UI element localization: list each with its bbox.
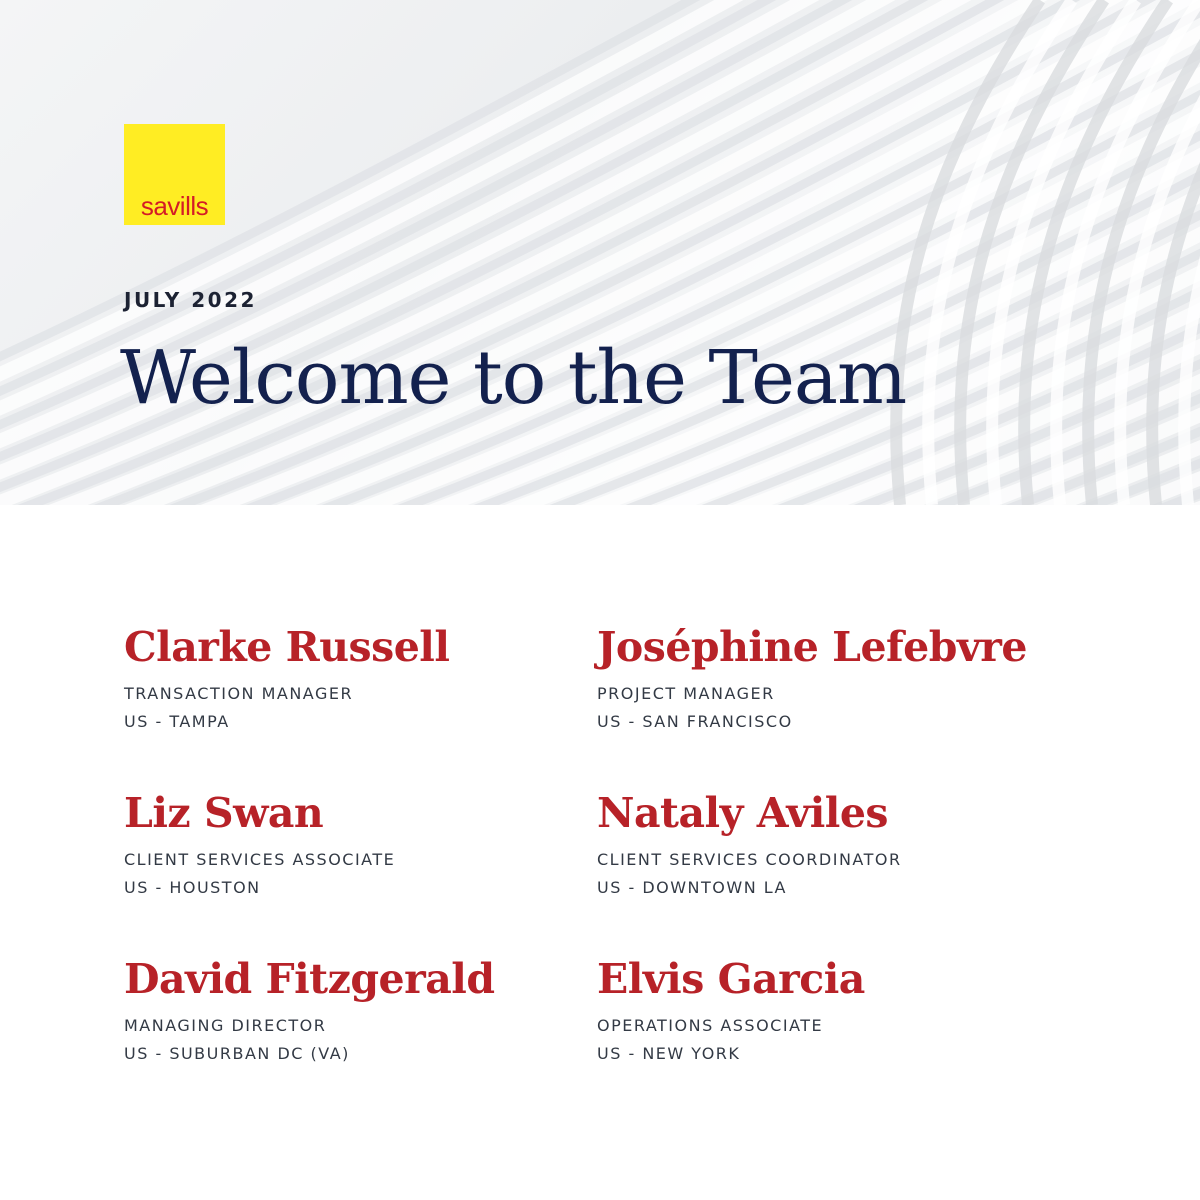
member-role: MANAGING DIRECTOR — [124, 1016, 327, 1035]
team-member-card — [597, 788, 1057, 902]
page-title: Welcome to the Team — [120, 335, 907, 421]
member-name: David Fitzgerald — [124, 955, 495, 1003]
team-member-card — [597, 622, 1057, 736]
member-location: US - DOWNTOWN LA — [597, 878, 787, 897]
member-name: Joséphine Lefebvre — [597, 623, 1027, 671]
team-member-card — [124, 788, 584, 902]
member-name: Liz Swan — [124, 789, 324, 837]
member-role: OPERATIONS ASSOCIATE — [597, 1016, 824, 1035]
member-name: Nataly Aviles — [597, 789, 889, 837]
member-role: PROJECT MANAGER — [597, 684, 775, 703]
hero-banner — [0, 0, 1200, 505]
member-location: US - TAMPA — [124, 712, 230, 731]
member-name: Clarke Russell — [124, 623, 450, 671]
member-name: Elvis Garcia — [597, 955, 865, 1003]
team-member-card — [124, 954, 584, 1068]
logo-text: savills — [140, 191, 209, 221]
member-location: US - NEW YORK — [597, 1044, 741, 1063]
member-location: US - HOUSTON — [124, 878, 261, 897]
hero-background-image — [0, 0, 1200, 505]
team-section — [0, 505, 1200, 1200]
member-location: US - SAN FRANCISCO — [597, 712, 793, 731]
member-role: TRANSACTION MANAGER — [124, 684, 354, 703]
team-member-card — [124, 622, 584, 736]
team-member-card — [597, 954, 1057, 1068]
member-role: CLIENT SERVICES ASSOCIATE — [124, 850, 396, 869]
member-location: US - SUBURBAN DC (VA) — [124, 1044, 350, 1063]
savills-logo — [124, 124, 225, 225]
date-label: JULY 2022 — [124, 288, 257, 312]
member-role: CLIENT SERVICES COORDINATOR — [597, 850, 902, 869]
